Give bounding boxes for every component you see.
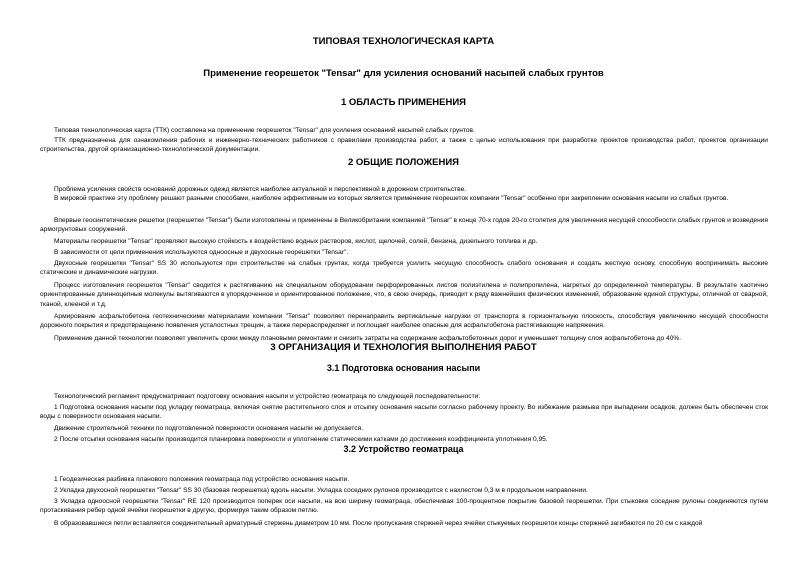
section-1-paragraph-1: Типовая технологическая карта (ТТК) составлена на применение георешеток "Tensar" для усиления оснований насыпей слабых грунтов. <box>54 127 475 134</box>
section-2-paragraph-7: Процесс изготовления георешеток "Tensar" сводится к растягиванию на специальном оборудовании перфорированных листов полиэтилена и полипропилена, нагретых до определенной температуры. В результате хаотично ориентированные длинноцепные молекулы вытягиваются в упорядоченное и ориентированное положение, что, в свою очередь, приводит к ряду важнейших физических изменений, образование единой структуры, отличной от сварной, тканой, клееной и т.д. <box>40 282 768 308</box>
section-1-paragraph-2: ТТК предназначена для ознакомления рабочих и инженерно-технических работников с правилами производства работ, а также с целью использования при разработке проектов производства работ, проектов организации строительства, другой организационно-технологической документации. <box>40 137 768 154</box>
section-2-paragraph-9: Применение данной технологии позволяет увеличить сроки между плановыми ремонтами и снизить затраты на содержание асфальтобетонных дорог и уменьшает толщину слоя асфальтобетона до 40%. <box>54 335 682 342</box>
section-3-heading: 3 ОРГАНИЗАЦИЯ И ТЕХНОЛОГИЯ ВЫПОЛНЕНИЯ РАБОТ <box>270 342 537 353</box>
section-3-2-paragraph-4: В образовавшиеся петли вставляется соединительный арматурный стержень диаметром 10 мм. После пропускания стержней через ячейки стыкуемых георешеток концы стержней загибаются по 20 см с каждой <box>54 520 703 527</box>
section-2-paragraph-3: Впервые геосинтетические решетки (георешетки "Tensar") были изготовлены и применены в Великобритании компанией "Tensar" в конце 70-х годов 20-го столетия для увеличения несущей способности слабых грунтов и возведения армогрунтовых сооружений. <box>40 217 768 234</box>
section-1-heading: 1 ОБЛАСТЬ ПРИМЕНЕНИЯ <box>340 97 467 108</box>
section-3-2-paragraph-2: 2 Укладка двухосной георешетки "Tensar" SS 30 (базовая георешетка) вдоль насыпи. Укладка соседних рулонов производится с нахлестом 0,3 м в продольном направлении. <box>54 487 588 494</box>
section-3-1-paragraph-1: Технологический регламент предусматривает подготовку основания насыпи и устройство геоматраца по следующей последовательности: <box>54 393 481 400</box>
section-3-2-paragraph-1: 1 Геодезическая разбивка планового положения геоматраца под устройство основания насыпи. <box>54 476 350 483</box>
section-2-heading: 2 ОБЩИЕ ПОЛОЖЕНИЯ <box>348 157 459 168</box>
document-subtitle: Применение георешеток "Tensar" для усиления оснований насыпей слабых грунтов <box>203 68 604 79</box>
section-2-paragraph-1: Проблема усиления свойств оснований дорожных одежд является наиболее актуальной и перспективной в дорожном строительстве. <box>54 186 467 193</box>
section-3-2-paragraph-3: 3 Укладка одноосной георешетки "Tensar" RE 120 производится поперек оси насыпи, на всю ширину геоматраца, обеспечивая 100-процентное покрытие базовой георешетки. При стыковке соседние рулоны соединяются путем протаскивания ребер одной ячейки георешетки в другую, формируя таким образом петлю. <box>40 498 768 515</box>
section-3-1-paragraph-4: 2 После отсыпки основания насыпи производится планировка поверхности и уплотнение статическими катками до достижения коэффициента уплотнения 0,95. <box>54 436 548 443</box>
section-2-paragraph-4: Материалы георешетки "Tensar" проявляют высокую стойкость к воздействию водных растворов, кислот, щелочей, солей, бензина, дизельного топлива и др. <box>54 238 538 245</box>
document-title: ТИПОВАЯ ТЕХНОЛОГИЧЕСКАЯ КАРТА <box>312 36 495 47</box>
section-2-paragraph-5: В зависимости от цели применения используются одноосные и двухосные георешетки "Tensar". <box>54 249 349 256</box>
section-3-2-heading: 3.2 Устройство геоматраца <box>343 444 464 454</box>
section-2-paragraph-2: В мировой практике эту проблему решают разными способами, наиболее эффективным из которых является применение георешеток компании "Tensar" особенно при закреплении основания насыпи из слабых грунтов. <box>54 195 729 202</box>
section-3-1-heading: 3.1 Подготовка основания насыпи <box>326 363 481 373</box>
section-2-paragraph-6: Двухосные георешетки "Tensar" SS 30 используются при строительстве на слабых грунтах, когда требуется усилить несущую способность слабого основания и создать жесткую основу, способную воспринимать высокие статические и динамические нагрузки. <box>40 260 768 277</box>
section-3-1-paragraph-3: Движение строительной техники по подготовленной поверхности основания насыпи не допускается. <box>54 425 364 432</box>
section-2-paragraph-8: Армирование асфальтобетона геотехническими материалами компании "Tensar" позволяет перенаправить вертикальные нагрузки от транспорта в горизонтальную плоскость, способствуя увеличению несущей способности дорожного покрытия и предотвращению появления усталостных трещин, а также перераспределяет и поглощает наиболее опасные для асфальтобетона растягивающие напряжения. <box>40 313 768 330</box>
section-3-1-paragraph-2: 1 Подготовка основания насыпи под укладку геоматраца, включая снятие растительного слоя и отсыпку основания насыпи согласно рабочему проекту. Во избежание размыва при выпадении осадков, должен быть обеспечен сток воды с поверхности основания насыпи. <box>40 404 768 421</box>
